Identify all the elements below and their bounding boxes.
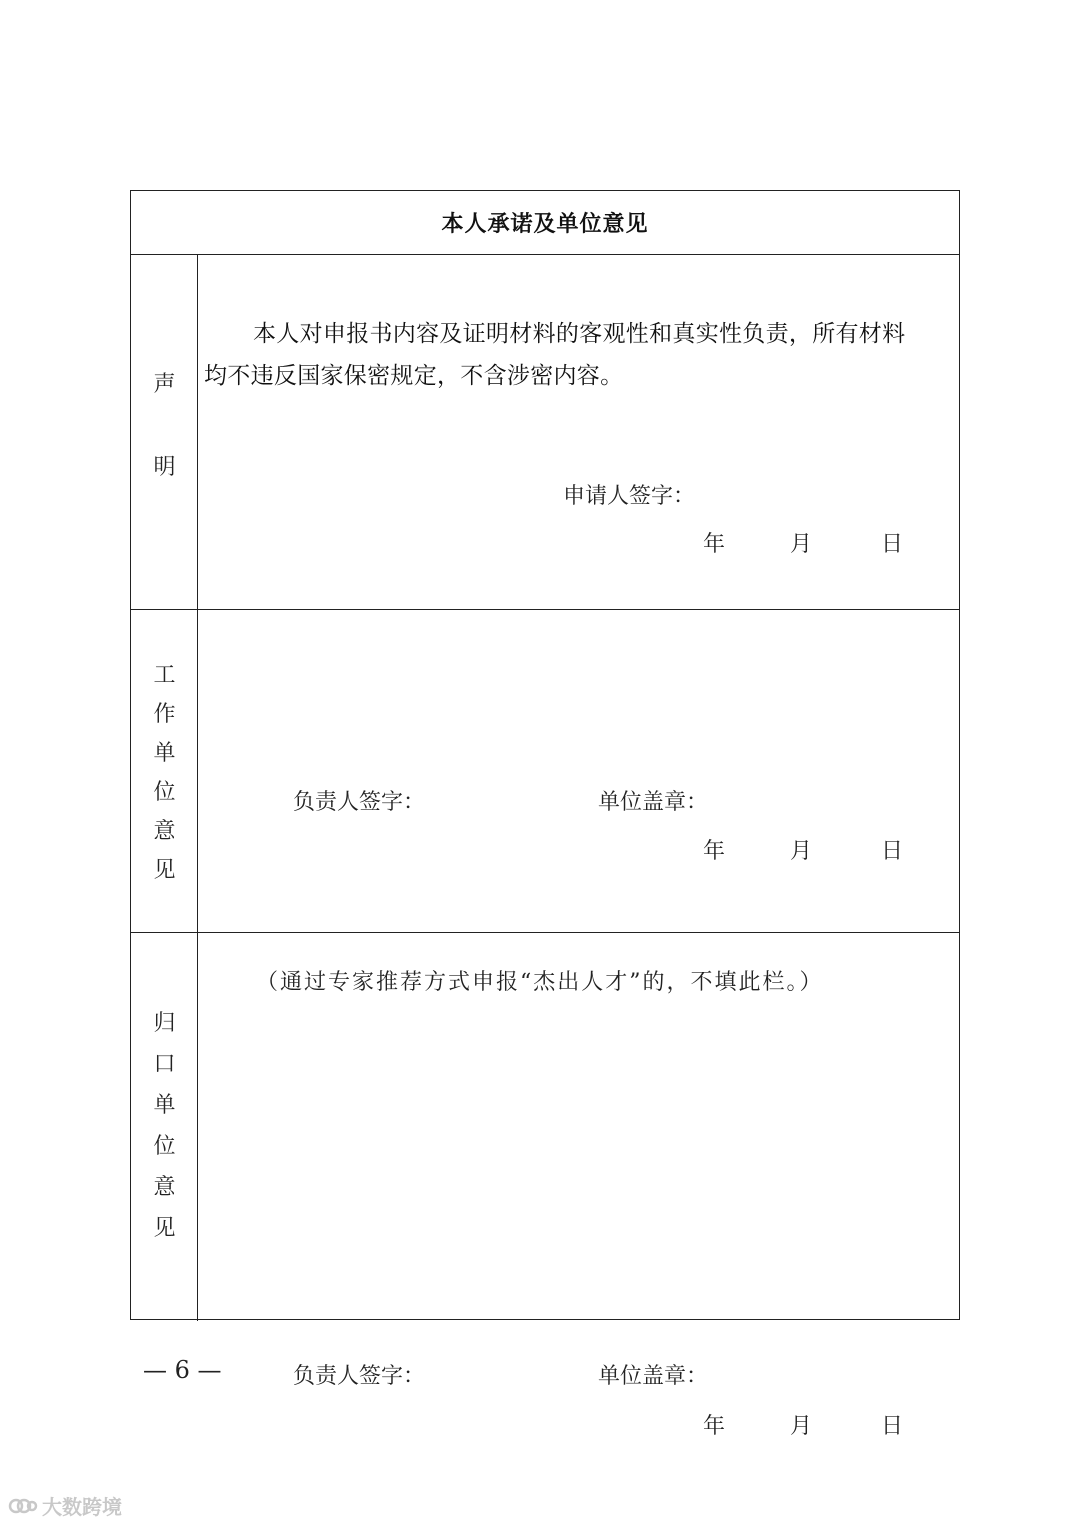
date-month-label: 月 [790,1414,813,1439]
commitment-form-table [130,190,960,1439]
applicant-signature-label: 申请人签字： [563,484,696,509]
leader-signature-label: 负责人签字： [293,1364,426,1389]
date-year-label: 年 [703,1414,726,1439]
watermark [8,1491,122,1520]
affiliated-unit-content [198,933,959,1439]
declaration-text-line1: 本人对申报书内容及证明材料的客观性和真实性负责，所有材料 [253,321,906,347]
label-char: 单 [153,1093,176,1118]
label-char: 见 [153,858,176,883]
watermark-logo-icon [8,1495,38,1517]
form-title: 本人承诺及单位意见 [131,191,959,255]
declaration-label [131,367,198,481]
label-char: 意 [153,1175,176,1200]
unit-seal-label: 单位盖章： [598,790,709,815]
label-char: 工 [153,663,176,688]
affiliated-unit-label [131,1006,198,1242]
affiliated-unit-opinion-row [131,933,959,1439]
label-char: 意 [153,819,176,844]
page-number: — 6 — [143,1356,222,1384]
date-month-label: 月 [790,839,813,864]
affiliated-unit-label-cell [131,933,198,1321]
date-year-label: 年 [703,839,726,864]
work-unit-label-cell [131,610,198,932]
leader-signature-label: 负责人签字： [293,790,426,815]
date-year-label: 年 [703,532,726,557]
label-char: 单 [153,741,176,766]
date-day-label: 日 [881,532,904,557]
label-char: 声 [153,372,176,397]
label-char: 位 [153,1134,176,1159]
declaration-row [131,255,959,610]
work-unit-content [198,610,959,932]
date-day-label: 日 [881,839,904,864]
declaration-label-cell [131,255,198,609]
label-char: 明 [153,455,176,480]
declaration-text-line2: 均不违反国家保密规定，不含涉密内容。 [204,363,624,389]
work-unit-opinion-row [131,610,959,933]
label-char: 位 [153,780,176,805]
label-char: 见 [153,1216,176,1241]
label-char: 作 [153,702,176,727]
watermark-text: 大数跨境 [42,1495,122,1519]
label-char: 口 [153,1052,176,1077]
work-unit-label [131,658,198,884]
declaration-content [198,255,959,609]
unit-seal-label: 单位盖章： [598,1364,709,1389]
affiliated-unit-note: （通过专家推荐方式申报“杰出人才”的，不填此栏。） [256,970,824,995]
date-month-label: 月 [790,532,813,557]
label-char: 归 [153,1011,176,1036]
date-day-label: 日 [881,1414,904,1439]
